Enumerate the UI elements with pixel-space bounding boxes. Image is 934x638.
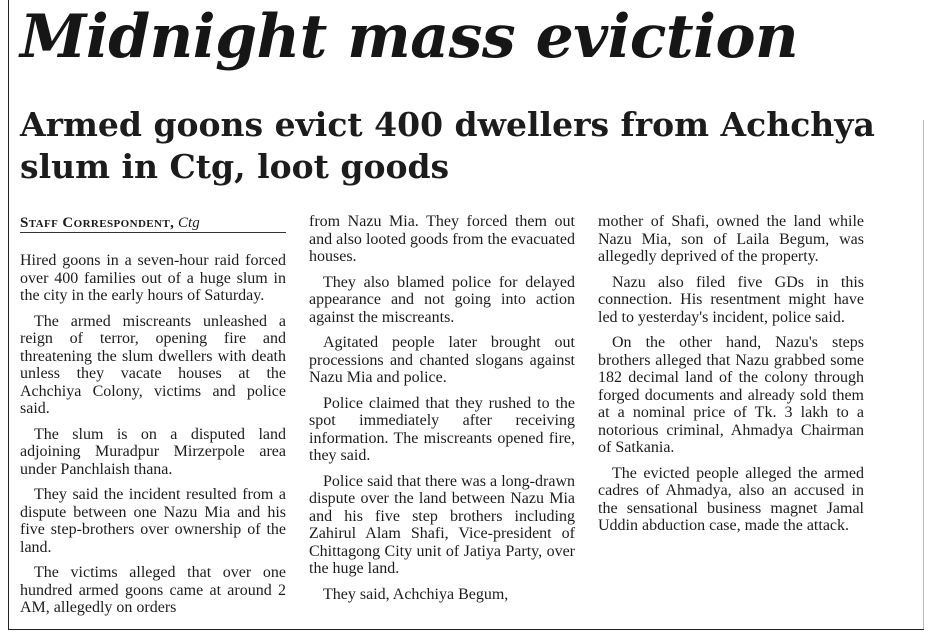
paragraph: Police said that there was a long-drawn dispute over the land between Nazu Mia and his five step brothers including Zahirul Alam Shafi, Vice-president of Chittagong City unit of Jatiya Party, over the huge land. bbox=[309, 472, 575, 577]
byline bbox=[20, 215, 286, 232]
paragraph: They said, Achchiya Begum, bbox=[323, 585, 509, 603]
paragraph: The evicted people alleged the armed cadres of Ahmadya, also an accused in the sensational business magnet Jamal Uddin abduction case, made the attack. bbox=[598, 464, 864, 534]
article-column-3 bbox=[598, 213, 864, 543]
page-border-right bbox=[923, 120, 924, 630]
paragraph: Police claimed that they rushed to the spot immediately after receiving information. The miscreants opened fire, they said. bbox=[309, 394, 575, 464]
page-border-left bbox=[8, 0, 9, 630]
paragraph: They also blamed police for delayed appearance and not going into action against the miscreants. bbox=[309, 273, 575, 326]
paragraph: They said the incident resulted from a dispute between one Nazu Mia and his five step-brothers over ownership of the land. bbox=[20, 486, 286, 556]
paragraph: The victims alleged that over one hundred armed goons came at around 2 AM, allegedly on orders bbox=[20, 564, 286, 616]
headline: Midnight mass eviction bbox=[20, 2, 799, 72]
byline-name: Staff Correspondent, bbox=[20, 215, 175, 231]
paragraph: On the other hand, Nazu's steps brothers alleged that Nazu grabbed some 182 decimal land of the colony through forged documents and already sold them at a nominal price of Tk. 3 lakh to a notorious criminal, Ahmadya Chairman of Satkania. bbox=[598, 334, 864, 456]
paragraph: from Nazu Mia. They forced them out and also looted goods from the evacuated houses. bbox=[309, 213, 575, 265]
article-column-1 bbox=[20, 213, 286, 625]
paragraph: The armed miscreants unleashed a reign of terror, opening fire and threatening the slum dwellers with death unless they vacate houses at the Achchiya Colony, victims and police said. bbox=[20, 312, 286, 417]
page-border-bottom bbox=[8, 629, 924, 630]
subheadline: Armed goons evict 400 dwellers from Achchya slum in Ctg, loot goods bbox=[20, 105, 875, 186]
paragraph: Nazu also filed five GDs in this connection. His resentment might have led to yesterday's incident, police said. bbox=[598, 273, 864, 326]
article-column-2 bbox=[309, 213, 575, 611]
paragraph: Agitated people later brought out processions and chanted slogans against Nazu Mia and police. bbox=[309, 334, 575, 386]
paragraph: mother of Shafi, owned the land while Nazu Mia, son of Laila Begum, was allegedly deprived of the property. bbox=[598, 213, 864, 265]
byline-place: Ctg bbox=[178, 215, 200, 231]
paragraph: Hired goons in a seven-hour raid forced over 400 families out of a huge slum in the city in the early hours of Saturday. bbox=[20, 252, 286, 304]
paragraph: The slum is on a disputed land adjoining Muradpur Mirzerpole area under Panchlaish thana. bbox=[20, 425, 286, 478]
